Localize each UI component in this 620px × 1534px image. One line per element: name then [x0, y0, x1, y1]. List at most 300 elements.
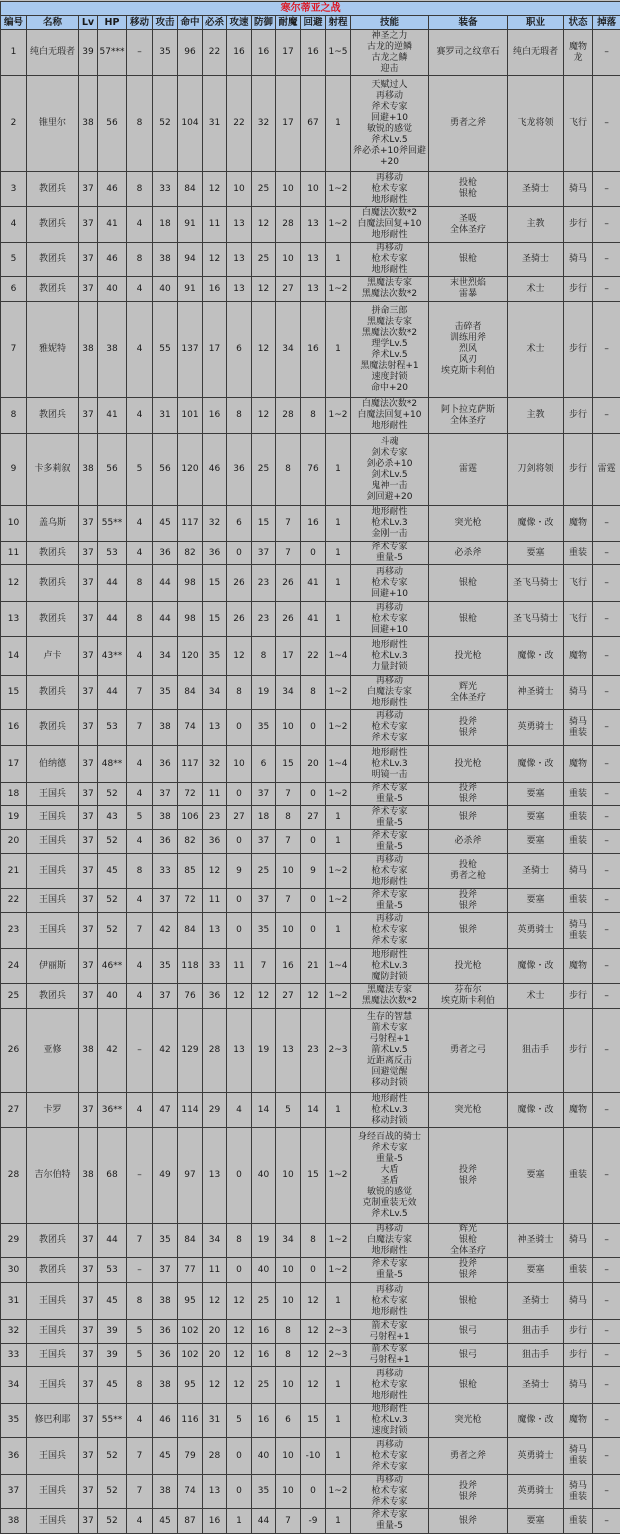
cell-defense: 37: [252, 542, 276, 565]
cell-hit: 116: [178, 1404, 203, 1438]
cell-attack: 49: [153, 1128, 178, 1224]
skills-item: 重量-5: [376, 900, 403, 911]
skills-item: 地形耐性: [371, 507, 408, 517]
cell-crit: 23: [203, 806, 227, 830]
table-row: [1, 949, 620, 984]
state-item: 骑马: [568, 1480, 587, 1491]
skills-item: 移动封锁: [371, 1115, 408, 1126]
cell-move: 8: [127, 243, 153, 277]
cell-move: 7: [127, 710, 153, 746]
cell-move: 8: [127, 602, 153, 637]
cell-class: 狙击手: [508, 1320, 564, 1344]
cell-range: 1: [326, 1509, 351, 1534]
skills-item: 再移动: [375, 1224, 403, 1234]
cell-move: 4: [127, 398, 153, 434]
cell-no: 1: [1, 30, 27, 76]
cell-speed: 8: [227, 398, 252, 434]
skills-item: 白魔法次数*2: [361, 208, 418, 218]
cell-name: 教团兵: [27, 676, 79, 710]
cell-equipment: [429, 913, 508, 949]
cell-range: 1~2: [326, 277, 351, 302]
cell-speed: 0: [227, 710, 252, 746]
skills-item: 再移动: [375, 243, 403, 253]
skills-item: 枪术专家: [371, 1295, 408, 1306]
equipment-item: 必杀斧: [454, 836, 482, 846]
cell-lv: 38: [79, 1009, 98, 1093]
cell-hit: 106: [178, 806, 203, 830]
cell-class: 神圣骑士: [508, 676, 564, 710]
skills-item: 枪术专家: [371, 1379, 408, 1390]
cell-avoid: 27: [301, 806, 326, 830]
cell-avoid: 0: [301, 1258, 326, 1283]
cell-equipment: [429, 1093, 508, 1128]
cell-class: 魔像・改: [508, 746, 564, 783]
cell-attack: 36: [153, 542, 178, 565]
cell-attack: 52: [153, 76, 178, 172]
cell-hp: 44: [98, 676, 127, 710]
cell-skills: [351, 889, 429, 913]
table-row: [1, 172, 620, 207]
cell-skills: [351, 676, 429, 710]
cell-lv: 37: [79, 1509, 98, 1534]
cell-equipment: [429, 889, 508, 913]
cell-lv: 37: [79, 565, 98, 602]
cell-resistance: 8: [276, 1320, 301, 1344]
cell-attack: 45: [153, 1509, 178, 1534]
cell-resistance: 17: [276, 637, 301, 676]
cell-drop: 雷霆: [593, 434, 620, 506]
cell-state: [564, 1283, 593, 1320]
cell-no: 22: [1, 889, 27, 913]
cell-hp: 44: [98, 565, 127, 602]
equipment-item: 银斧: [458, 1491, 477, 1502]
equipment-item: 风刃: [458, 355, 477, 365]
cell-avoid: 23: [301, 1009, 326, 1093]
state-item: 骑马: [568, 254, 587, 264]
cell-skills: [351, 1475, 429, 1509]
cell-resistance: 10: [276, 1128, 301, 1224]
cell-hit: 84: [178, 172, 203, 207]
skills-item: 近距离反击: [366, 1056, 412, 1066]
skills-item: 地形耐性: [371, 1306, 408, 1317]
state-item: 飞行: [568, 613, 587, 624]
cell-no: 26: [1, 1009, 27, 1093]
cell-equipment: [429, 277, 508, 302]
cell-defense: 23: [252, 602, 276, 637]
cell-hp: 57***: [98, 30, 127, 76]
cell-skills: [351, 1404, 429, 1438]
column-header-name: 名称: [27, 16, 79, 30]
cell-name: 修巴利耶: [27, 1404, 79, 1438]
skills-item: 重量-5: [376, 794, 403, 804]
cell-equipment: [429, 565, 508, 602]
cell-crit: 20: [203, 1344, 227, 1367]
cell-speed: 1: [227, 1509, 252, 1534]
cell-speed: 0: [227, 1475, 252, 1509]
skills-item: 剑术Lv.5: [371, 469, 408, 480]
cell-resistance: 8: [276, 1344, 301, 1367]
table-row: [1, 565, 620, 602]
cell-no: 3: [1, 172, 27, 207]
state-item: 重装: [568, 547, 587, 558]
cell-defense: 25: [252, 1283, 276, 1320]
skills-item: 枪术专家: [371, 925, 408, 935]
cell-skills: [351, 1438, 429, 1475]
cell-state: [564, 913, 593, 949]
table-row: [1, 1509, 620, 1534]
equipment-item: 突光枪: [454, 518, 482, 528]
skills-item: 生存的智慧: [366, 1012, 412, 1022]
skills-item: 再移动: [375, 602, 403, 613]
state-item: 魔物: [568, 518, 587, 528]
equipment-item: 勇者之斧: [449, 118, 486, 128]
cell-name: 纯白无瑕者: [27, 30, 79, 76]
cell-attack: 38: [153, 243, 178, 277]
table-row: [1, 277, 620, 302]
cell-state: [564, 207, 593, 243]
cell-state: [564, 854, 593, 889]
title-row: [1, 2, 620, 16]
skills-item: 弓射程+1: [369, 1331, 410, 1342]
cell-skills: [351, 1283, 429, 1320]
skills-item: 斧术专家: [371, 1461, 408, 1472]
cell-resistance: 28: [276, 398, 301, 434]
cell-skills: [351, 434, 429, 506]
skills-item: 白魔法回复+10: [357, 410, 422, 420]
cell-move: 5: [127, 434, 153, 506]
equipment-item: 突光枪: [454, 1104, 482, 1115]
cell-equipment: [429, 830, 508, 854]
cell-equipment: [429, 1509, 508, 1534]
cell-hit: 82: [178, 830, 203, 854]
cell-range: 1: [326, 565, 351, 602]
cell-name: 王国兵: [27, 1475, 79, 1509]
cell-crit: 16: [203, 277, 227, 302]
cell-lv: 37: [79, 1404, 98, 1438]
cell-range: 1~2: [326, 854, 351, 889]
table-row: [1, 1128, 620, 1224]
cell-drop: –: [593, 637, 620, 676]
cell-attack: 46: [153, 1404, 178, 1438]
cell-resistance: 34: [276, 1224, 301, 1258]
state-item: 魔物: [568, 758, 587, 769]
cell-move: 4: [127, 949, 153, 984]
skills-item: 箭术Lv.5: [371, 1045, 408, 1055]
cell-hp: 52: [98, 1509, 127, 1534]
skills-item: 枪术Lv.3: [371, 758, 408, 769]
cell-crit: 12: [203, 854, 227, 889]
skills-item: 黑魔法专家: [366, 316, 412, 327]
cell-speed: 0: [227, 830, 252, 854]
cell-defense: 14: [252, 1093, 276, 1128]
cell-name: 教团兵: [27, 710, 79, 746]
cell-range: 1~2: [326, 172, 351, 207]
table-row: [1, 854, 620, 889]
cell-move: 4: [127, 506, 153, 542]
cell-speed: 6: [227, 506, 252, 542]
cell-crit: 12: [203, 243, 227, 277]
skills-item: 黑魔法次数*2: [361, 327, 418, 338]
skills-item: 地形耐性: [371, 1093, 408, 1104]
skills-item: 白魔法专家: [366, 687, 412, 697]
cell-class: 圣骑士: [508, 1367, 564, 1404]
cell-move: 4: [127, 1093, 153, 1128]
skills-item: 枪术专家: [371, 1450, 408, 1461]
column-header-drop: 掉落: [593, 16, 620, 30]
table-row: [1, 302, 620, 398]
cell-class: 主教: [508, 398, 564, 434]
cell-speed: 12: [227, 637, 252, 676]
cell-speed: 26: [227, 565, 252, 602]
cell-no: 15: [1, 676, 27, 710]
cell-hp: 39: [98, 1344, 127, 1367]
cell-state: [564, 565, 593, 602]
cell-name: 卡罗: [27, 1093, 79, 1128]
cell-drop: –: [593, 172, 620, 207]
cell-equipment: [429, 1009, 508, 1093]
cell-attack: 36: [153, 746, 178, 783]
cell-move: 7: [127, 1224, 153, 1258]
cell-crit: 32: [203, 746, 227, 783]
cell-avoid: 22: [301, 637, 326, 676]
cell-no: 9: [1, 434, 27, 506]
cell-state: [564, 676, 593, 710]
cell-equipment: [429, 637, 508, 676]
cell-skills: [351, 207, 429, 243]
cell-speed: 22: [227, 76, 252, 172]
state-item: 骑马: [568, 1235, 587, 1245]
equipment-item: 银枪: [458, 1235, 477, 1245]
equipment-item: 银斧: [458, 1515, 477, 1526]
cell-lv: 37: [79, 1438, 98, 1475]
cell-drop: –: [593, 889, 620, 913]
cell-hp: 45: [98, 1367, 127, 1404]
cell-resistance: 34: [276, 676, 301, 710]
cell-class: 术士: [508, 277, 564, 302]
cell-equipment: [429, 506, 508, 542]
state-item: 骑马: [568, 183, 587, 194]
cell-no: 31: [1, 1283, 27, 1320]
cell-no: 19: [1, 806, 27, 830]
table-title: 寒尔蒂亚之战: [1, 2, 620, 16]
cell-defense: 25: [252, 172, 276, 207]
cell-no: 36: [1, 1438, 27, 1475]
skills-item: 斧术专家: [371, 783, 408, 793]
cell-skills: [351, 1009, 429, 1093]
cell-name: 教团兵: [27, 542, 79, 565]
state-item: 步行: [568, 219, 587, 229]
cell-avoid: 8: [301, 1224, 326, 1258]
skills-item: 枪术专家: [371, 865, 408, 876]
skills-item: 再移动: [375, 711, 403, 721]
skills-item: 重量-5: [376, 1153, 403, 1164]
equipment-item: 勇者之弓: [449, 1045, 486, 1055]
table-row: [1, 542, 620, 565]
cell-skills: [351, 76, 429, 172]
skills-item: 斧术专家: [371, 889, 408, 900]
cell-name: 王国兵: [27, 1320, 79, 1344]
cell-no: 11: [1, 542, 27, 565]
equipment-item: 芬布尔: [454, 985, 482, 995]
cell-hp: 52: [98, 1438, 127, 1475]
cell-lv: 37: [79, 1258, 98, 1283]
cell-lv: 37: [79, 746, 98, 783]
cell-hp: 44: [98, 602, 127, 637]
skills-item: 枪术专家: [371, 613, 408, 624]
skills-item: 拼命三郎: [371, 305, 408, 316]
skills-item: 地形耐性: [371, 747, 408, 758]
cell-attack: 44: [153, 602, 178, 637]
cell-speed: 27: [227, 806, 252, 830]
table-row: [1, 1320, 620, 1344]
cell-state: [564, 889, 593, 913]
equipment-item: 银斧: [458, 900, 477, 911]
cell-defense: 40: [252, 1258, 276, 1283]
cell-lv: 37: [79, 1224, 98, 1258]
cell-no: 37: [1, 1475, 27, 1509]
cell-no: 13: [1, 602, 27, 637]
cell-state: [564, 1128, 593, 1224]
equipment-item: 辉光: [458, 681, 477, 692]
cell-class: 圣飞马骑士: [508, 565, 564, 602]
cell-defense: 7: [252, 949, 276, 984]
equipment-item: 突光枪: [454, 1415, 482, 1425]
cell-attack: 36: [153, 830, 178, 854]
cell-name: 王国兵: [27, 806, 79, 830]
equipment-item: 银枪: [458, 1379, 477, 1390]
cell-drop: –: [593, 1438, 620, 1475]
cell-move: 4: [127, 542, 153, 565]
skills-item: 身经百战的骑士: [357, 1131, 421, 1142]
cell-resistance: 10: [276, 1283, 301, 1320]
cell-state: [564, 1367, 593, 1404]
cell-lv: 37: [79, 830, 98, 854]
cell-speed: 8: [227, 676, 252, 710]
cell-range: 1: [326, 1404, 351, 1438]
cell-equipment: [429, 76, 508, 172]
cell-drop: –: [593, 1128, 620, 1224]
cell-resistance: 13: [276, 1009, 301, 1093]
equipment-item: 全体圣疗: [449, 224, 486, 235]
cell-hp: 40: [98, 984, 127, 1009]
cell-attack: 37: [153, 889, 178, 913]
cell-attack: 56: [153, 434, 178, 506]
cell-attack: 45: [153, 1438, 178, 1475]
cell-crit: 29: [203, 1093, 227, 1128]
state-item: 重装: [568, 895, 587, 905]
cell-class: 要塞: [508, 830, 564, 854]
cell-state: [564, 1224, 593, 1258]
cell-equipment: [429, 949, 508, 984]
cell-speed: 12: [227, 1320, 252, 1344]
skills-item: 斧术Lv.5: [371, 349, 408, 360]
cell-defense: 19: [252, 1224, 276, 1258]
cell-resistance: 10: [276, 1367, 301, 1404]
cell-hit: 94: [178, 243, 203, 277]
column-header-no: 编号: [1, 16, 27, 30]
cell-drop: –: [593, 1404, 620, 1438]
column-header-resistance: 耐魔: [276, 16, 301, 30]
cell-resistance: 10: [276, 854, 301, 889]
state-item: 步行: [568, 1326, 587, 1336]
cell-hp: 52: [98, 830, 127, 854]
skills-item: 斧术专家: [371, 1510, 408, 1520]
cell-no: 12: [1, 565, 27, 602]
skills-item: 黑魔法次数*2: [361, 289, 418, 299]
cell-range: 1: [326, 76, 351, 172]
state-item: 魔物: [568, 41, 587, 52]
cell-hit: 137: [178, 302, 203, 398]
cell-equipment: [429, 434, 508, 506]
cell-defense: 12: [252, 398, 276, 434]
cell-equipment: [429, 1344, 508, 1367]
equipment-item: 雷暴: [458, 289, 477, 299]
cell-class: 英勇骑士: [508, 913, 564, 949]
state-item: 魔物: [568, 960, 587, 971]
cell-range: 1: [326, 602, 351, 637]
state-item: 骑马: [568, 687, 587, 697]
equipment-item: 投斧: [458, 783, 477, 793]
cell-hit: 76: [178, 984, 203, 1009]
cell-class: 圣飞马骑士: [508, 602, 564, 637]
cell-class: 狙击手: [508, 1009, 564, 1093]
cell-state: [564, 1475, 593, 1509]
skills-item: 斧术专家: [371, 1497, 408, 1507]
cell-hp: 43**: [98, 637, 127, 676]
skills-item: 地形耐性: [371, 639, 408, 650]
cell-skills: [351, 710, 429, 746]
table-row: [1, 783, 620, 806]
cell-move: 4: [127, 746, 153, 783]
skills-item: 回避+10: [371, 112, 408, 123]
cell-state: [564, 984, 593, 1009]
skills-item: 地形耐性: [371, 949, 408, 960]
equipment-item: 银斧: [458, 1270, 477, 1280]
cell-defense: 23: [252, 565, 276, 602]
cell-hit: 91: [178, 277, 203, 302]
cell-skills: [351, 1344, 429, 1367]
cell-hit: 84: [178, 676, 203, 710]
skills-item: 枪术专家: [371, 722, 408, 732]
table-body: [1, 30, 620, 1534]
equipment-item: 必杀斧: [454, 547, 482, 558]
state-item: 骑马: [568, 1295, 587, 1306]
skills-item: 枪术专家: [371, 254, 408, 264]
column-header-crit: 必杀: [203, 16, 227, 30]
skills-item: 地形耐性: [371, 265, 408, 275]
cell-resistance: 34: [276, 302, 301, 398]
equipment-item: 银斧: [458, 925, 477, 935]
cell-drop: –: [593, 207, 620, 243]
cell-defense: 8: [252, 637, 276, 676]
cell-crit: 13: [203, 1128, 227, 1224]
cell-equipment: [429, 1283, 508, 1320]
cell-state: [564, 830, 593, 854]
cell-avoid: 12: [301, 1367, 326, 1404]
cell-defense: 25: [252, 1367, 276, 1404]
skills-item: 再移动: [375, 90, 403, 101]
cell-drop: –: [593, 1509, 620, 1534]
cell-resistance: 10: [276, 1475, 301, 1509]
cell-hp: 56: [98, 76, 127, 172]
skills-item: 枪术Lv.3: [371, 1104, 408, 1115]
cell-equipment: [429, 1404, 508, 1438]
cell-name: 雅妮特: [27, 302, 79, 398]
cell-state: [564, 746, 593, 783]
cell-hp: 52: [98, 913, 127, 949]
cell-no: 34: [1, 1367, 27, 1404]
skills-item: 古龙之鳞: [371, 52, 408, 63]
